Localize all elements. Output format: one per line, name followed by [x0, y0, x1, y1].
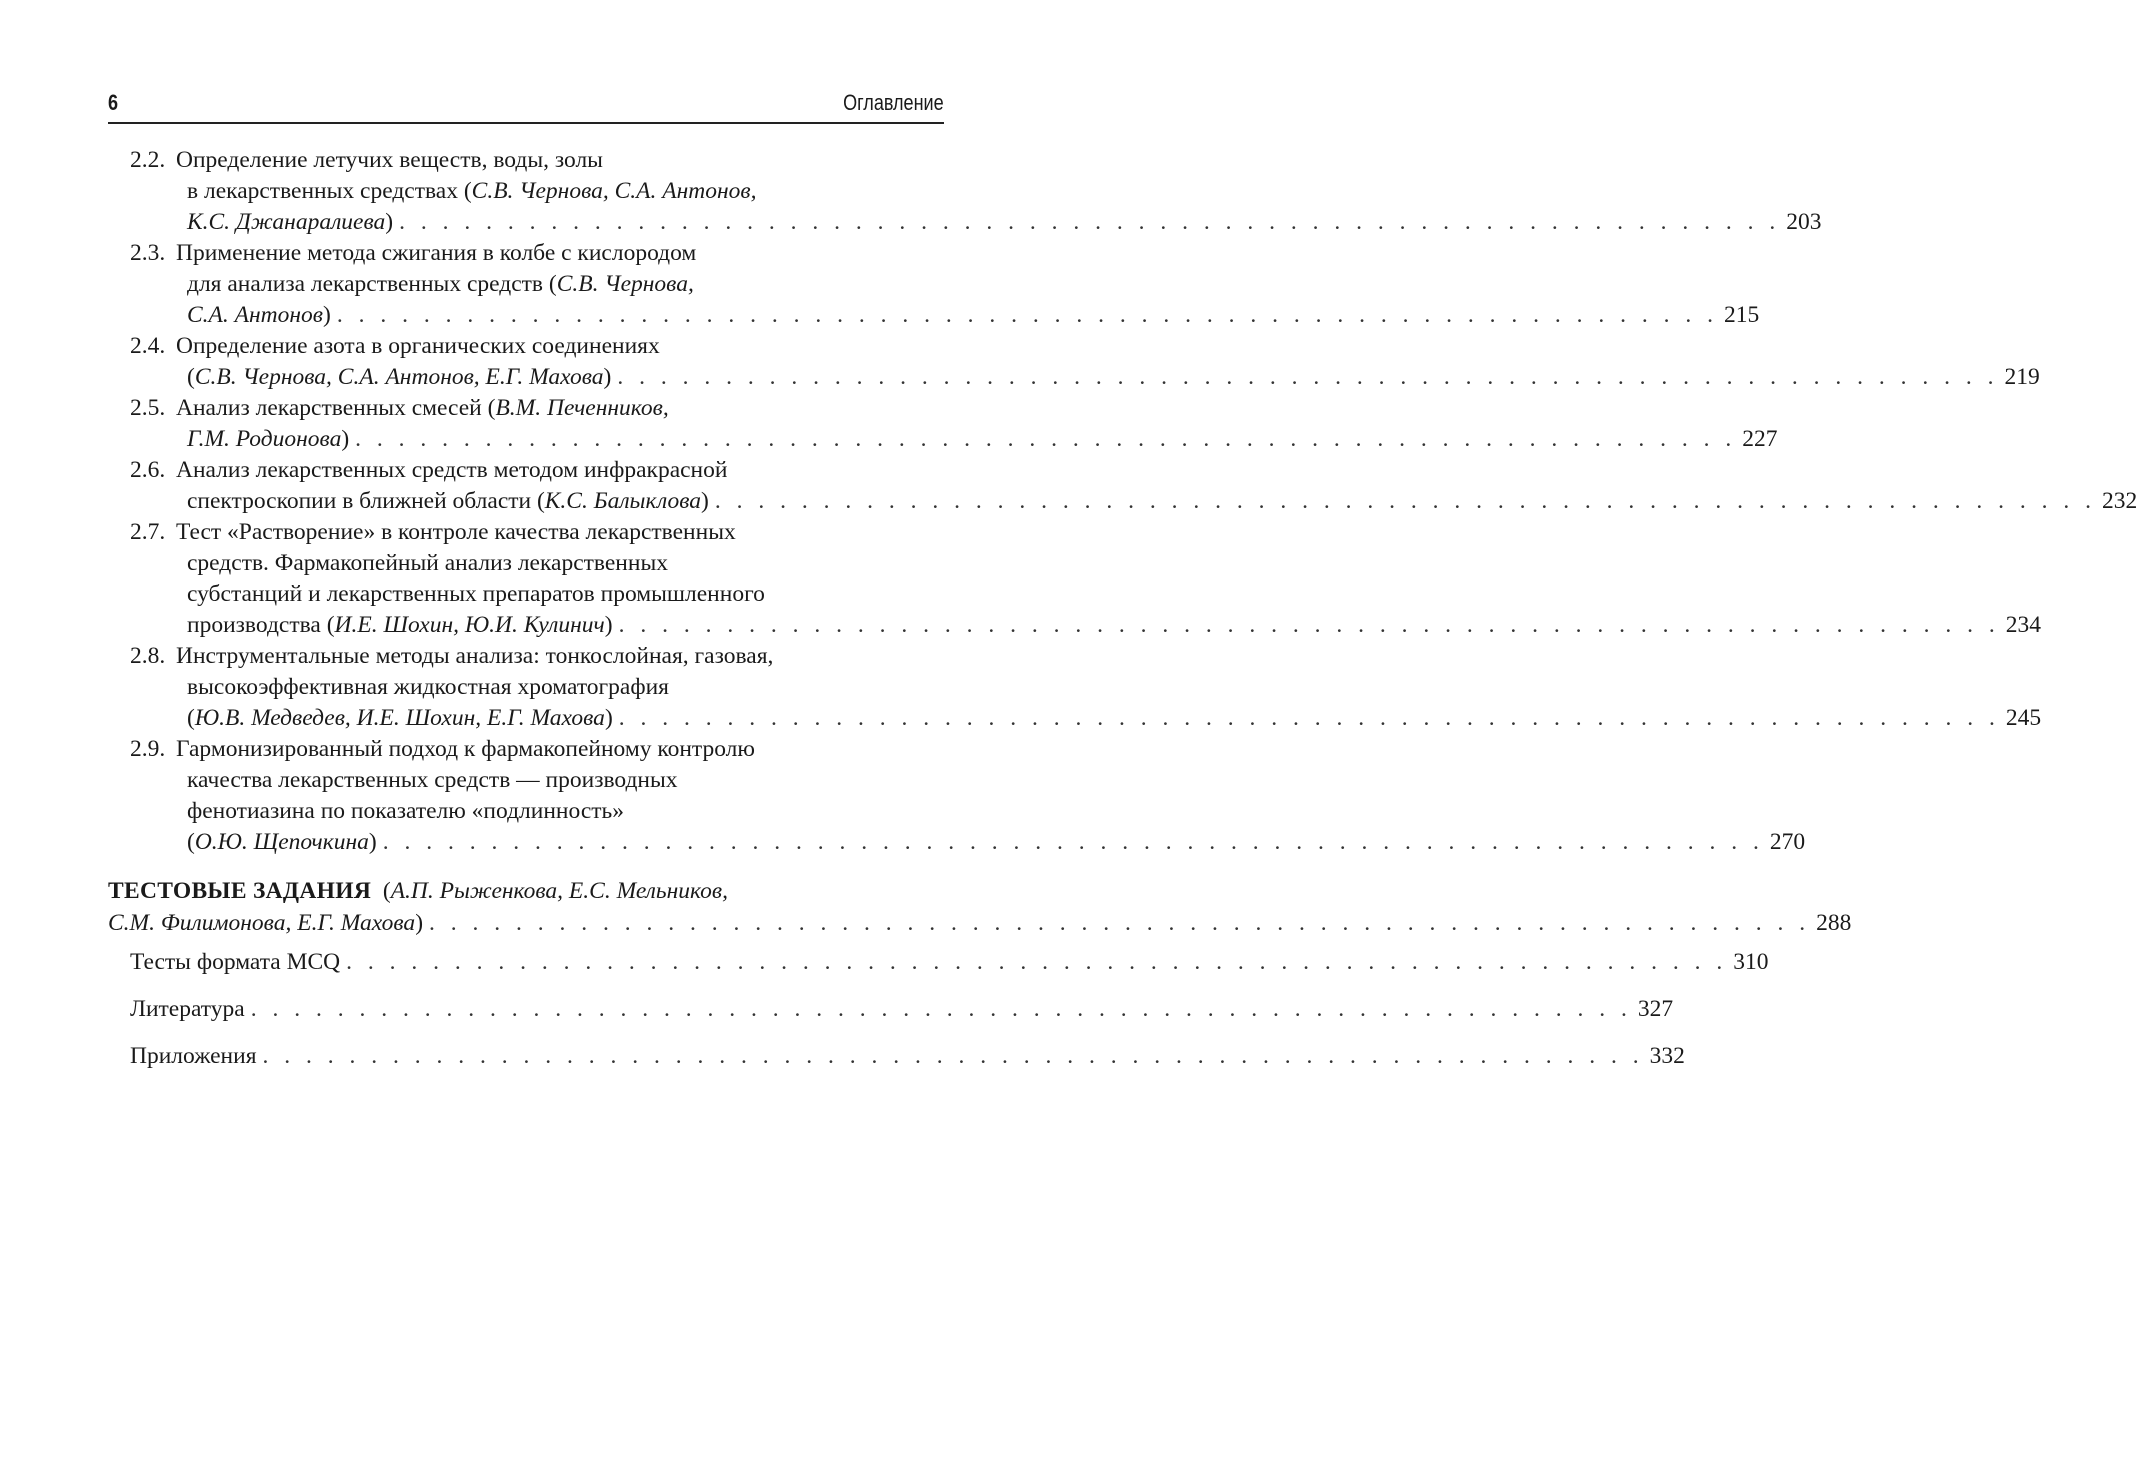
entry-number: 2.5.: [130, 395, 166, 421]
entry-authors: К.С. Балыклова: [544, 488, 702, 514]
entry-number: 2.2.: [130, 147, 166, 173]
toc-entry-literature[interactable]: [130, 994, 1674, 1025]
toc-entry-2-4-line-2[interactable]: (С.В. Чернова, С.А. Антонов, Е.Г. Махова) . . . . . . . . . . . . . . . . . . . . . . . . . . . . . . . . . . . . . . . . . . . . . . . . . . . . . . . . . . . . . . . . 219: [187, 362, 944, 393]
entry-authors: С.А. Антонов: [187, 302, 323, 328]
toc-entry-2-7-line-1: [130, 517, 736, 548]
toc-entry-2-7-line-3: субстанций и лекарственных препаратов промышленного: [187, 581, 765, 607]
page-header: [108, 88, 944, 124]
entry-number: 2.7.: [130, 519, 166, 545]
page-number: 6: [108, 90, 119, 115]
entry-page: 245: [2005, 705, 2042, 731]
entry-page: 234: [2005, 612, 2041, 638]
entry-number: 2.9.: [130, 736, 166, 762]
entry-page: 219: [2004, 364, 2040, 390]
toc-entry-2-8-line-1: [130, 641, 773, 672]
toc-entry-2-3-line-3[interactable]: С.А. Антонов) . . . . . . . . . . . . . . . . . . . . . . . . . . . . . . . . . . . . . . . . . . . . . . . . . . . . . . . . . . . . . . . . 215: [187, 300, 944, 331]
toc-entry-2-9-line-1: [130, 734, 755, 765]
toc-entry-2-3-line-1: [130, 238, 696, 269]
entry-authors: Ю.В. Медведев, И.Е. Шохин, Е.Г. Махова: [194, 705, 605, 731]
toc-entry-2-9-line-3: фенотиазина по показателю «подлинность»: [187, 798, 624, 824]
entry-title: Анализ лекарственных средств методом инфракрасной: [176, 457, 728, 483]
entry-authors: В.М. Печенников,: [495, 395, 669, 421]
entry-page: 203: [1786, 209, 1822, 235]
toc-entry-2-8-line-3[interactable]: (Ю.В. Медведев, И.Е. Шохин, Е.Г. Махова) . . . . . . . . . . . . . . . . . . . . . . . . . . . . . . . . . . . . . . . . . . . . . . . . . . . . . . . . . . . . . . . . 245: [187, 703, 944, 734]
entry-authors: С.В. Чернова,: [556, 271, 694, 297]
toc-entry-2-2-line-3[interactable]: К.С. Джанаралиева) . . . . . . . . . . . . . . . . . . . . . . . . . . . . . . . . . . . . . . . . . . . . . . . . . . . . . . . . . . . . . . . . 203: [187, 207, 944, 238]
entry-title: Определение летучих веществ, воды, золы: [176, 147, 603, 173]
leader-dots: . . . . . . . . . . . . . . . . . . . . . . . . . . . . . . . . . . . . . . . . . . . . . . . . . . . . . . . . . . . . . . . .: [262, 1043, 1644, 1069]
leader-dots: . . . . . . . . . . . . . . . . . . . . . . . . . . . . . . . . . . . . . . . . . . . . . . . . . . . . . . . . . . . . . . . .: [617, 364, 1999, 390]
entry-page: 270: [1769, 829, 1806, 855]
toc-entry-appendices[interactable]: [130, 1041, 1685, 1072]
entry-number: 2.8.: [130, 643, 166, 669]
entry-authors: А.П. Рыженкова, Е.С. Мельников,: [390, 878, 728, 904]
entry-page: 288: [1816, 910, 1852, 936]
entry-number: 2.4.: [130, 333, 166, 359]
leader-dots: . . . . . . . . . . . . . . . . . . . . . . . . . . . . . . . . . . . . . . . . . . . . . . . . . . . . . . . . . . . . . . . .: [250, 996, 1632, 1022]
toc-entry-2-5-line-2[interactable]: Г.М. Родионова) . . . . . . . . . . . . . . . . . . . . . . . . . . . . . . . . . . . . . . . . . . . . . . . . . . . . . . . . . . . . . . . . 227: [187, 424, 944, 455]
toc-entry-2-4-line-1: [130, 331, 660, 362]
entry-title: Литература: [130, 996, 245, 1022]
entry-authors: Г.М. Родионова: [187, 426, 342, 452]
entry-title: Тест «Растворение» в контроле качества лекарственных: [176, 519, 736, 545]
toc-entry-2-6-line-2[interactable]: спектроскопии в ближней области (К.С. Балыклова) . . . . . . . . . . . . . . . . . . . . . . . . . . . . . . . . . . . . . . . . . . . . . . . . . . . . . . . . . . . . . . . . 232: [187, 486, 944, 517]
entry-title: Гармонизированный подход к фармакопейному контролю: [176, 736, 755, 762]
entry-number: 2.6.: [130, 457, 166, 483]
section-title: ТЕСТОВЫЕ ЗАДАНИЯ: [108, 878, 372, 904]
toc-entry-tests-line-2[interactable]: С.М. Филимонова, Е.Г. Махова) . . . . . . . . . . . . . . . . . . . . . . . . . . . . . . . . . . . . . . . . . . . . . . . . . . . . . . . . . . . . . . . . 288: [108, 908, 944, 939]
entry-authors: К.С. Джанаралиева: [187, 209, 386, 235]
toc-entry-2-6-line-1: [130, 455, 727, 486]
leader-dots: . . . . . . . . . . . . . . . . . . . . . . . . . . . . . . . . . . . . . . . . . . . . . . . . . . . . . . . . . . . . . . . .: [336, 302, 1718, 328]
leader-dots: . . . . . . . . . . . . . . . . . . . . . . . . . . . . . . . . . . . . . . . . . . . . . . . . . . . . . . . . . . . . . . . .: [429, 910, 1811, 936]
leader-dots: . . . . . . . . . . . . . . . . . . . . . . . . . . . . . . . . . . . . . . . . . . . . . . . . . . . . . . . . . . . . . . . .: [346, 949, 1728, 975]
entry-title: Применение метода сжигания в колбе с кислородом: [176, 240, 697, 266]
toc-entry-2-9-line-2: качества лекарственных средств — производных: [187, 767, 678, 793]
leader-dots: . . . . . . . . . . . . . . . . . . . . . . . . . . . . . . . . . . . . . . . . . . . . . . . . . . . . . . . . . . . . . . . .: [714, 488, 2096, 514]
toc-entry-2-2-line-2: в лекарственных средствах (С.В. Чернова, С.А. Антонов,: [187, 178, 757, 204]
entry-page: 310: [1733, 949, 1769, 975]
entry-number: 2.3.: [130, 240, 166, 266]
leader-dots: . . . . . . . . . . . . . . . . . . . . . . . . . . . . . . . . . . . . . . . . . . . . . . . . . . . . . . . . . . . . . . . .: [399, 209, 1781, 235]
entry-page: 327: [1637, 996, 1674, 1022]
entry-title: Анализ лекарственных смесей (: [176, 395, 496, 421]
toc-entry-2-8-line-2: высокоэффективная жидкостная хроматография: [187, 674, 669, 700]
entry-title: Тесты формата MCQ: [130, 949, 341, 975]
entry-page: 332: [1649, 1043, 1685, 1069]
entry-title: Приложения: [130, 1043, 257, 1069]
toc-entry-tests-line-1: ТЕСТОВЫЕ ЗАДАНИЯ (А.П. Рыженкова, Е.С. Мельников,: [108, 878, 728, 904]
toc-entry-2-5-line-1: [130, 393, 669, 424]
entry-authors: С.В. Чернова, С.А. Антонов, Е.Г. Махова: [194, 364, 604, 390]
entry-authors: С.М. Филимонова, Е.Г. Махова: [108, 910, 416, 936]
entry-page: 232: [2101, 488, 2137, 514]
entry-title: Определение азота в органических соединениях: [176, 333, 660, 359]
running-title: Оглавление: [843, 90, 944, 115]
toc-entry-2-3-line-2: для анализа лекарственных средств (С.В. Чернова,: [187, 271, 694, 297]
leader-dots: . . . . . . . . . . . . . . . . . . . . . . . . . . . . . . . . . . . . . . . . . . . . . . . . . . . . . . . . . . . . . . . .: [618, 612, 2000, 638]
entry-title: Инструментальные методы анализа: тонкослойная, газовая,: [176, 643, 774, 669]
entry-page: 227: [1742, 426, 1778, 452]
toc-entry-2-7-line-4[interactable]: производства (И.Е. Шохин, Ю.И. Кулинич) . . . . . . . . . . . . . . . . . . . . . . . . . . . . . . . . . . . . . . . . . . . . . . . . . . . . . . . . . . . . . . . . 234: [187, 610, 944, 641]
entry-authors: О.Ю. Щепочкина: [194, 829, 369, 855]
entry-page: 215: [1723, 302, 1760, 328]
leader-dots: . . . . . . . . . . . . . . . . . . . . . . . . . . . . . . . . . . . . . . . . . . . . . . . . . . . . . . . . . . . . . . . .: [618, 705, 2000, 731]
toc-entry-mcq[interactable]: [130, 947, 1769, 978]
leader-dots: . . . . . . . . . . . . . . . . . . . . . . . . . . . . . . . . . . . . . . . . . . . . . . . . . . . . . . . . . . . . . . . .: [382, 829, 1764, 855]
entry-authors: И.Е. Шохин, Ю.И. Кулинич: [334, 612, 605, 638]
toc-entry-2-9-line-4[interactable]: (О.Ю. Щепочкина) . . . . . . . . . . . . . . . . . . . . . . . . . . . . . . . . . . . . . . . . . . . . . . . . . . . . . . . . . . . . . . . . 270: [187, 827, 944, 858]
leader-dots: . . . . . . . . . . . . . . . . . . . . . . . . . . . . . . . . . . . . . . . . . . . . . . . . . . . . . . . . . . . . . . . .: [355, 426, 1737, 452]
toc-entry-2-2-line-1: [130, 145, 603, 176]
entry-authors: С.В. Чернова, С.А. Антонов,: [471, 178, 757, 204]
toc-entry-2-7-line-2: средств. Фармакопейный анализ лекарственных: [187, 550, 668, 576]
